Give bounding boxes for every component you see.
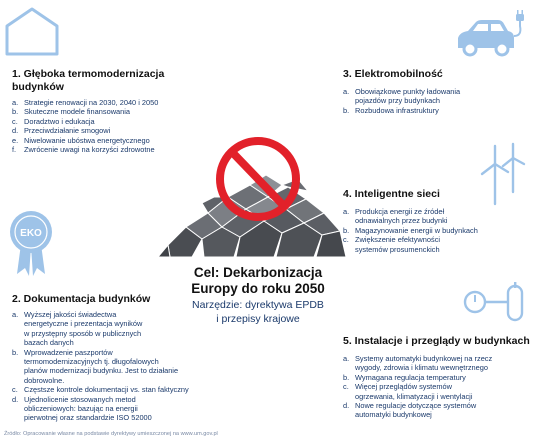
item-list bbox=[12, 98, 202, 154]
goal-subtitle-line2: i przepisy krajowe bbox=[216, 313, 300, 325]
list-item: b. Skuteczne modele finansowania bbox=[12, 107, 130, 117]
electric-car-icon bbox=[452, 14, 528, 58]
section-title: 1. Głęboka termomodernizacja budynków bbox=[12, 68, 165, 93]
section-installations-inspections bbox=[343, 335, 535, 420]
list-item: d. Nowe regulacje dotyczące systemów automatyki budynkowej bbox=[343, 401, 477, 420]
list-item: e. Niwelowanie ubóstwa energetycznego bbox=[12, 135, 150, 145]
source-note: Źródło: Opracowanie własne na podstawie dyrektywy umieszczonej na www.um.gov.pl bbox=[4, 431, 218, 437]
section-title: 3. Elektromobilność bbox=[343, 68, 443, 80]
section-deep-thermomodernization bbox=[12, 68, 202, 154]
house-icon bbox=[4, 6, 60, 56]
list-item: c. Doradztwo i edukacja bbox=[12, 116, 95, 126]
item-list bbox=[12, 310, 198, 423]
list-item: b. Wymagana regulacja temperatury bbox=[343, 372, 466, 382]
wind-turbines-icon bbox=[480, 138, 526, 206]
goal-subtitle-line1: Narzędzie: dyrektywa EPDB bbox=[192, 299, 324, 311]
thermostat-icon bbox=[462, 282, 528, 322]
goal-title-line2: Europy do roku 2050 bbox=[191, 281, 325, 296]
goal-title-line1: Cel: Dekarbonizacja bbox=[193, 265, 323, 280]
center-goal-block bbox=[170, 265, 346, 326]
section-title: 2. Dokumentacja budynków bbox=[12, 293, 151, 305]
item-list bbox=[343, 87, 483, 115]
list-item: a. Produkcja energii ze źródeł odnawialnych przez budynki bbox=[343, 207, 448, 226]
item-list bbox=[343, 207, 483, 254]
list-item: c. Zwiększenie efektywności systemów prosumenckich bbox=[343, 235, 441, 254]
list-item: c. Częstsze kontrole dokumentacji vs. stan faktyczny bbox=[12, 385, 189, 395]
list-item: c. Więcej przeglądów systemów ogrzewania, klimatyzacji i wentylacji bbox=[343, 382, 473, 401]
section-electromobility bbox=[343, 68, 483, 115]
list-item: a. Wyższej jakości świadectwa energetyczne i prezentacja wyników w przystępny sposób w publicznych bazach danych bbox=[12, 310, 143, 348]
list-item: a. Systemy automatyki budynkowej na rzecz wygody, zdrowia i klimatu wewnętrznego bbox=[343, 354, 493, 373]
section-title: 5. Instalacje i przeglądy w budynkach bbox=[343, 335, 530, 347]
list-item: a. Strategie renowacji na 2030, 2040 i 2050 bbox=[12, 98, 159, 107]
section-smart-grids bbox=[343, 188, 483, 254]
section-title: 4. Inteligentne sieci bbox=[343, 188, 440, 200]
eko-badge-icon bbox=[9, 210, 53, 276]
list-item: f. Zwrócenie uwagi na korzyści zdrowotne bbox=[12, 145, 155, 155]
list-item: d. Ujednolicenie stosowanych metod obliczeniowych: bazując na energii pierwotnej oraz standardzie ISO 52000 bbox=[12, 394, 152, 423]
item-list bbox=[343, 354, 535, 420]
list-item: b. Rozbudowa infrastruktury bbox=[343, 105, 439, 115]
list-item: a. Obowiązkowe punkty ładowania pojazdów przy budynkach bbox=[343, 87, 461, 106]
eko-badge-label: EKO bbox=[20, 228, 42, 239]
list-item: b. Wprowadzenie paszportów termomodernizacyjnych tj. długofalowych planów modernizacji budynku. Jest to działanie dobrowolne. bbox=[12, 347, 179, 385]
list-item: b. Magazynowanie energii w budynkach bbox=[343, 225, 478, 235]
list-item: d. Przeciwdziałanie smogowi bbox=[12, 126, 111, 136]
